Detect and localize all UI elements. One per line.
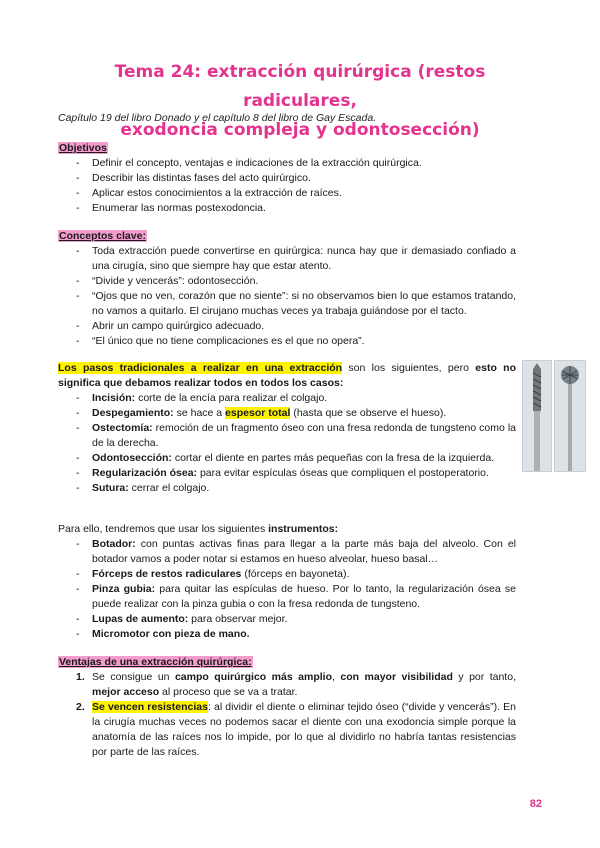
objetivos-list xyxy=(58,156,516,216)
objetivos-heading: Objetivos xyxy=(59,142,107,154)
list-item: - Despegamiento: se hace a espesor total (hasta que se observe el hueso). xyxy=(58,406,516,421)
list-item: - Lupas de aumento: para observar mejor. xyxy=(58,612,516,627)
list-item: - Toda extracción puede convertirse en quirúrgica: nunca hay que ir demasiado confiado a una cirugía, sino que siempre hay que estar atento. xyxy=(58,244,516,274)
list-item: - Pinza gubia: para quitar las espículas de hueso. Por lo tanto, la regularización ósea se puede realizar con la pinza gubia o con la fresa redonda de tungsteno. xyxy=(58,582,516,612)
list-item: - Definir el concepto, ventajas e indicaciones de la extracción quirúrgica. xyxy=(58,156,516,171)
list-item: - “Ojos que no ven, corazón que no siente”: si no observamos bien lo que estamos tratando, no vamos a quitarlo. El cirujano muchas veces ya trabaja guiándose por el tacto. xyxy=(58,289,516,319)
fissure-bur-icon xyxy=(523,361,551,471)
list-item: - Regularización ósea: para evitar espículas óseas que compliquen el postoperatorio. xyxy=(58,466,516,481)
conceptos-list xyxy=(58,244,516,349)
ventajas-heading: Ventajas de una extracción quirúrgica: xyxy=(59,656,252,668)
instrumentos-section xyxy=(58,522,516,642)
list-item: - Ostectomía: remoción de un fragmento óseo con una fresa redonda de tungsteno como la de la derecha. xyxy=(58,421,516,451)
list-item: 1. Se consigue un campo quirúrgico más amplio, con mayor visibilidad y por tanto, mejor acceso al proceso que se va a tratar. xyxy=(76,671,516,698)
list-item: - Fórceps de restos radiculares (fórceps en bayoneta). xyxy=(58,567,516,582)
list-item: - “El único que no tiene complicaciones es el que no opera”. xyxy=(58,334,516,349)
ventajas-list xyxy=(58,670,516,760)
conceptos-heading: Conceptos clave: xyxy=(59,230,146,242)
round-bur-image xyxy=(554,360,586,472)
round-bur-icon xyxy=(555,361,585,471)
fissure-bur-image xyxy=(522,360,552,472)
source-reference: Capítulo 19 del libro Donado y el capítulo 8 del libro de Gay Escada. xyxy=(58,112,377,124)
list-item: - Incisión: corte de la encía para realizar el colgajo. xyxy=(58,391,516,406)
list-item: - Abrir un campo quirúrgico adecuado. xyxy=(58,319,516,334)
list-item: - Describir las distintas fases del acto quirúrgico. xyxy=(58,171,516,186)
list-item: 2. Se vencen resistencias: al dividir el diente o eliminar tejido óseo (“divide y vencerás”). En la cirugía muchas veces no podemos sacar el diente con una exodoncia simple porque la anatomía de las raíces nos lo impide, por lo que al dividirlo no habría tantas resistencias por parte de las raíces. xyxy=(76,701,516,758)
list-item: - Botador: con puntas activas finas para llegar a la parte más baja del alveolo. Con el botador vamos a poder notar si estamos en hueso alveolar, hueso basal… xyxy=(58,537,516,567)
instrumentos-list xyxy=(58,537,516,642)
objetivos-section xyxy=(58,141,516,216)
list-item: - Sutura: cerrar el colgajo. xyxy=(58,481,516,496)
list-item: - Enumerar las normas postexodoncia. xyxy=(58,201,516,216)
pasos-section xyxy=(58,361,516,496)
pasos-intro: Los pasos tradicionales a realizar en una extracción son los siguientes, pero esto no significa que debamos realizar todos en todos los casos: xyxy=(58,362,517,389)
pasos-list xyxy=(58,391,516,496)
list-item: - Odontosección: cortar el diente en partes más pequeñas con la fresa de la izquierda. xyxy=(58,451,516,466)
ventajas-section xyxy=(58,655,516,760)
page-number: 82 xyxy=(529,798,542,810)
instrumentos-intro: Para ello, tendremos que usar los siguientes instrumentos: xyxy=(58,523,339,535)
page-title: Tema 24: extracción quirúrgica (restos radiculares, exodoncia compleja y odontosección) xyxy=(114,62,486,140)
list-item: - “Divide y vencerás”: odontosección. xyxy=(58,274,516,289)
list-item: - Aplicar estos conocimientos a la extracción de raíces. xyxy=(58,186,516,201)
conceptos-section xyxy=(58,229,516,349)
list-item: - Micromotor con pieza de mano. xyxy=(58,627,516,642)
